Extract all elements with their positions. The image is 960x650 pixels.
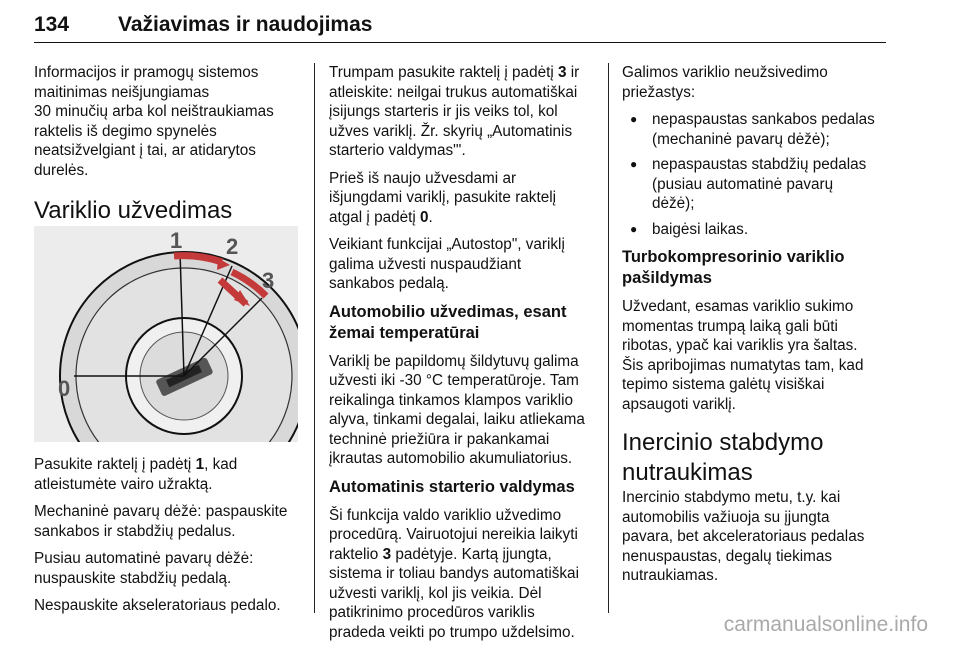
paragraph: Pasukite raktelį į padėtį 1, kad atleistumėte vairo užraktą. — [34, 456, 238, 493]
paragraph: Variklį be papildomų šildytuvų galima užvesti iki -30 °C temperatūroje. Tam reikalinga tinkamos klampos variklio alyva, tinkami degalai, laiku atliekama techninė priežiūra ir pakankamai įkrautas automobilio akumuliatorius. — [329, 352, 585, 467]
position-3-label: 3 — [262, 268, 275, 293]
paragraph: Nespauskite akseleratoriaus pedalo. — [34, 597, 281, 614]
subsection-heading: Automobilio užvedimas, esant žemai temperatūrai — [329, 302, 567, 342]
paragraph: Užvedant, esamas variklio sukimo momentas trumpą laiką gali būti ribotas, ypač kai variklis yra šaltas. Šis apribojimas numatytas tam, kad tepimo sistema galėtų visiškai apsaugoti variklį. — [622, 298, 864, 413]
position-2-label: 2 — [226, 234, 239, 259]
paragraph: Inercinio stabdymo metu, t.y. kai automobilis važiuoja su įjungta pavara, bet akceleratoriaus pedalas nenuspaustas, degalų tiekimas nutraukiamas. — [622, 489, 865, 584]
paragraph: Mechaninė pavarų dėžė: paspauskite sankabos ir stabdžių pedalus. — [34, 503, 288, 540]
position-1-label: 1 — [170, 228, 183, 253]
paragraph: Galimos variklio neužsivedimo priežastys: — [622, 64, 828, 101]
column-3 — [622, 63, 888, 594]
page-header — [34, 6, 886, 43]
paragraph: Prieš iš naujo užvesdami ar išjungdami variklį, pasukite raktelį atgal į padėtį 0. — [329, 169, 556, 226]
reasons-list — [622, 110, 888, 239]
subsection-heading: Automatinis starterio valdymas — [329, 477, 575, 496]
intro-paragraph: Informacijos ir pramogų sistemos maitinimas neišjungiamas 30 minučių arba kol neištraukiamas raktelis iš degimo spynelės neatsižvelgiant į tai, ar atidarytos durelės. — [34, 64, 274, 179]
column-divider — [608, 63, 609, 613]
column-1-lower — [34, 455, 302, 624]
list-item: ● baigėsi laikas. — [622, 220, 888, 240]
position-0-label: 0 — [58, 376, 71, 401]
page-number: 134 — [34, 13, 70, 36]
paragraph: Veikiant funkcijai „Autostop", variklį galima užvesti nuspaudžiant sankabos pedalą. — [329, 236, 565, 292]
paragraph: Ši funkcija valdo variklio užvedimo procedūrą. Vairuotojui nereikia laikyti raktelio 3 padėtyje. Kartą įjungta, sistema ir toliau bandys automatiškai užvesti variklį, kol jis veikia. Dėl patikrinimo procedūros variklis pradeda veikti po trumpo uždelsimo. — [329, 506, 579, 641]
watermark-text: carmanualsonline.info — [723, 613, 928, 636]
list-item: ● nepaspaustas stabdžių pedalas (pusiau automatinė pavarų dėžė); — [622, 155, 888, 214]
paragraph: Pusiau automatinė pavarų dėžė: nuspauskite stabdžių pedalą. — [34, 550, 254, 587]
list-item: ● nepaspaustas sankabos pedalas (mechaninė pavarų dėžė); — [622, 110, 888, 149]
ignition-key-figure — [34, 226, 298, 442]
subsection-heading: Turbokompresorinio variklio pašildymas — [622, 248, 845, 287]
section-heading: Inercinio stabdymo nutraukimas — [622, 429, 824, 486]
column-1 — [34, 63, 302, 226]
section-heading: Variklio užvedimas — [34, 197, 233, 224]
ignition-diagram — [34, 226, 298, 442]
page-title: Važiavimas ir naudojimas — [118, 13, 373, 36]
paragraph: Trumpam pasukite raktelį į padėtį 3 ir atleiskite: neilgai trukus automatiškai įsijungs starteris ir jis veiks tol, kol užves variklį. Žr. skyrių „Automatinis starterio valdymas"'. — [329, 64, 580, 159]
column-2 — [329, 63, 596, 650]
column-divider — [314, 63, 315, 613]
